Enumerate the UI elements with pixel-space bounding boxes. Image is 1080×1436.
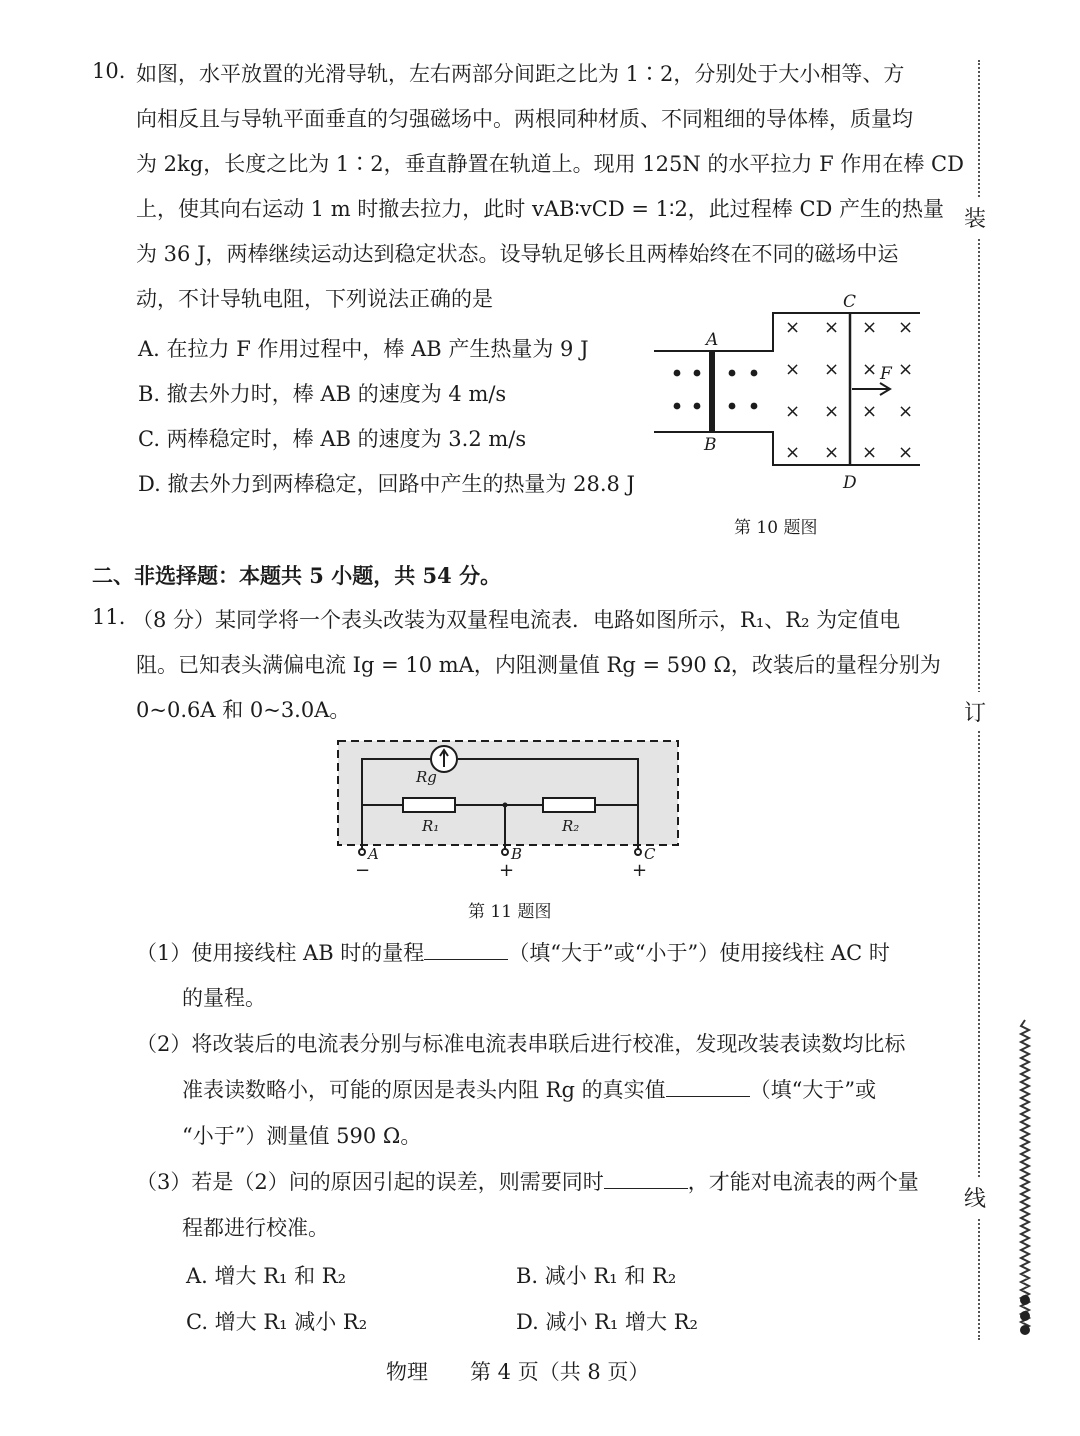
figure-11-circuit	[330, 735, 690, 880]
question-11-number: 11.	[92, 605, 126, 629]
q11-option-d: D. 减小 R₁ 增大 R₂	[516, 1310, 698, 1334]
svg-text:×: ×	[862, 442, 878, 463]
q11-sub1-line-2: 的量程。	[182, 986, 266, 1010]
question-10-line-1: 如图，水平放置的光滑导轨，左右两部分间距之比为 1∶2，分别处于大小相等、方	[136, 62, 905, 86]
terminal-a	[359, 849, 365, 855]
label-f: F	[880, 364, 892, 384]
question-10-line-6: 动，不计导轨电阻，下列说法正确的是	[136, 287, 493, 311]
q11-sub2-text-b: 准表读数略小，可能的原因是表头内阻 Rg 的真实值	[182, 1078, 666, 1102]
resistor-r1	[403, 798, 455, 812]
question-11-line-3: 0~0.6A 和 0~3.0A。	[136, 698, 351, 722]
q11-sub3-blank[interactable]	[604, 1168, 688, 1189]
question-10-line-3: 为 2kg，长度之比为 1∶2，垂直静置在轨道上。现用 125N 的水平拉力 F 作用在棒 CD	[136, 152, 964, 176]
q11-sub2-blank[interactable]	[666, 1076, 750, 1097]
q11-sub2-text-c: （填“大于”或	[749, 1078, 877, 1102]
label-terminal-b: B	[511, 845, 523, 863]
magnetic-field-out	[674, 370, 758, 410]
label-r2: R₂	[562, 817, 580, 835]
figure-11-caption: 第 11 题图	[468, 902, 552, 922]
q11-sub1-line-1	[136, 938, 890, 968]
svg-text:×: ×	[862, 401, 878, 422]
q11-option-c: C. 增大 R₁ 减小 R₂	[186, 1310, 368, 1334]
q11-sub3-line-2: 程都进行校准。	[182, 1216, 329, 1240]
label-c: C	[843, 292, 857, 312]
q11-sub1-text-a: （1）使用接线柱 AB 时的量程	[136, 941, 425, 965]
q11-sub1-text-b: （填“大于”或“小于”）使用接线柱 AC 时	[508, 941, 890, 965]
figure-10-caption: 第 10 题图	[734, 518, 818, 538]
label-rg: Rg	[416, 768, 437, 786]
question-11-line-2: 阻。已知表头满偏电流 Ig = 10 mA，内阻测量值 Rg = 590 Ω，改装后的量程分别为	[136, 653, 941, 677]
question-10-line-4: 上，使其向右运动 1 m 时撤去拉力，此时 vAB∶vCD = 1∶2，此过程棒 CD 产生的热量	[136, 197, 945, 221]
q11-sub1-blank[interactable]	[424, 939, 508, 960]
sign-c: +	[632, 860, 648, 880]
binding-edge-pattern	[1010, 1010, 1040, 1340]
label-a: A	[706, 330, 719, 350]
question-10-number: 10.	[92, 59, 126, 83]
question-10-line-2: 向相反且与导轨平面垂直的匀强磁场中。两根同种材质、不同粗细的导体棒，质量均	[136, 107, 913, 131]
q10-option-c: C. 两棒稳定时，棒 AB 的速度为 3.2 m/s	[138, 427, 527, 451]
svg-text:×: ×	[824, 442, 840, 463]
footer-subject: 物理	[386, 1360, 428, 1384]
margin-char-xian: 线	[964, 1178, 986, 1217]
q11-sub2-line-3: “小于”）测量值 590 Ω。	[182, 1124, 422, 1148]
q11-sub3-text-b: ，才能对电流表的两个量	[687, 1170, 919, 1194]
svg-text:×: ×	[898, 401, 914, 422]
svg-text:×: ×	[824, 317, 840, 338]
q11-sub3-line-1	[136, 1167, 919, 1197]
question-11-line-1: （8 分）某同学将一个表头改装为双量程电流表．电路如图所示，R₁、R₂ 为定值电	[132, 608, 901, 632]
question-10-line-5: 为 36 J，两棒继续运动达到稳定状态。设导轨足够长且两棒始终在不同的磁场中运	[136, 242, 899, 266]
label-terminal-c: C	[644, 845, 656, 863]
resistor-r2	[543, 798, 595, 812]
svg-text:×: ×	[785, 442, 801, 463]
svg-text:×: ×	[898, 359, 914, 380]
svg-text:×: ×	[862, 317, 878, 338]
q11-option-a: A. 增大 R₁ 和 R₂	[186, 1264, 347, 1288]
figure-10-rails	[640, 285, 940, 500]
q11-option-b: B. 减小 R₁ 和 R₂	[516, 1264, 677, 1288]
q10-option-d: D. 撤去外力到两棒稳定，回路中产生的热量为 28.8 J	[138, 472, 635, 496]
q10-option-a: A. 在拉力 F 作用过程中，棒 AB 产生热量为 9 J	[138, 337, 589, 361]
svg-text:×: ×	[898, 317, 914, 338]
sign-a: −	[355, 860, 371, 880]
label-d: D	[843, 473, 857, 493]
terminal-c	[635, 849, 641, 855]
svg-text:×: ×	[824, 359, 840, 380]
svg-text:×: ×	[898, 442, 914, 463]
label-r1: R₁	[422, 817, 440, 835]
sign-b: +	[499, 860, 515, 880]
q11-sub2-line-1: （2）将改装后的电流表分别与标准电流表串联后进行校准，发现改装表读数均比标	[136, 1032, 906, 1056]
label-b: B	[704, 435, 717, 455]
margin-char-zhuang: 装	[964, 198, 986, 237]
label-terminal-a: A	[368, 845, 379, 863]
margin-char-ding: 订	[964, 692, 986, 731]
footer-page-number: 第 4 页（共 8 页）	[470, 1360, 650, 1384]
section-2-title: 二、非选择题：本题共 5 小题，共 54 分。	[92, 563, 502, 588]
svg-text:×: ×	[785, 359, 801, 380]
q10-option-b: B. 撤去外力时，棒 AB 的速度为 4 m/s	[138, 382, 507, 406]
svg-text:×: ×	[824, 401, 840, 422]
svg-text:×: ×	[785, 401, 801, 422]
q11-sub2-line-2	[182, 1075, 876, 1105]
svg-text:×: ×	[862, 359, 878, 380]
svg-text:×: ×	[785, 317, 801, 338]
q11-sub3-text-a: （3）若是（2）问的原因引起的误差，则需要同时	[136, 1170, 604, 1194]
terminal-b	[502, 849, 508, 855]
